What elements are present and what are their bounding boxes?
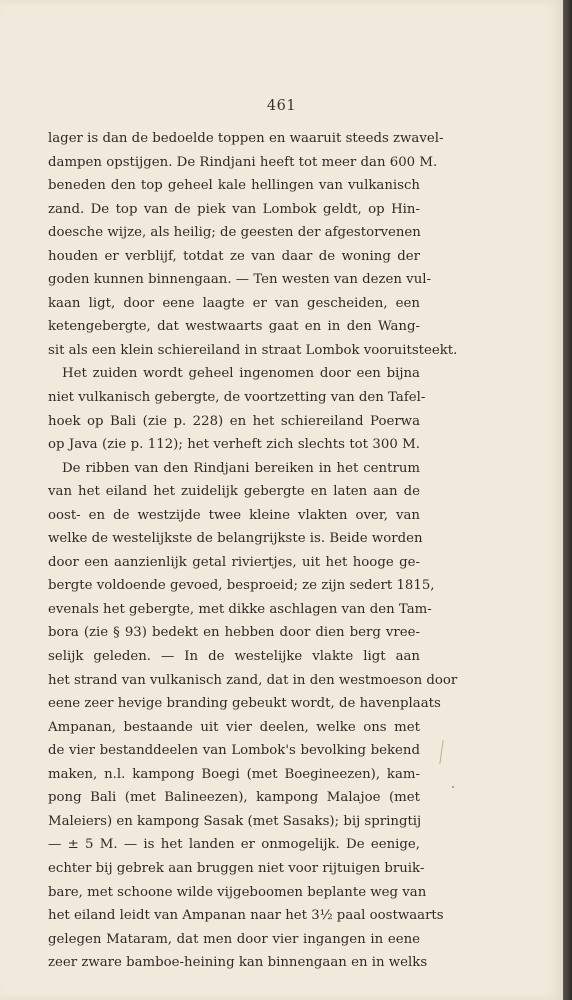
text-line: lager is dan de bedoelde toppen en waaruit steeds zwavel- — [48, 131, 444, 146]
text-line: houden er verblijf, totdat ze van daar de woning der — [48, 248, 420, 264]
text-line: de vier bestanddeelen van Lombok's bevolking bekend — [48, 743, 420, 759]
text-line: zeer zware bamboe-heining kan binnengaan en in welks — [48, 955, 428, 971]
text-line: Het zuiden wordt geheel ingenomen door een bijna — [62, 366, 420, 382]
text-line: dampen opstijgen. De Rindjani heeft tot meer dan 600 M. — [48, 154, 438, 170]
text-line: goden kunnen binnengaan. — Ten westen van dezen vul- — [48, 272, 431, 288]
text-line: het strand van vulkanisch zand, dat in den westmoeson door — [48, 672, 458, 688]
text-line: Ampanan, bestaande uit vier deelen, welke ons met — [48, 719, 420, 735]
text-line: bora (zie § 93) bedekt en hebben door dien berg vree- — [48, 625, 420, 641]
text-line: selijk geleden. — In de westelijke vlakte ligt aan — [48, 649, 420, 665]
margin-dot — [452, 786, 454, 788]
text-line: beneden den top geheel kale hellingen van vulkanisch — [48, 178, 420, 194]
text-line: bare, met schoone wilde vijgeboomen beplante weg van — [48, 884, 427, 900]
text-line: maken, n.l. kampong Boegi (met Boegineezen), kam- — [48, 766, 420, 782]
text-line: De ribben van den Rindjani bereiken in het centrum — [62, 460, 420, 476]
text-line: niet vulkanisch gebergte, de voortzetting van den Tafel- — [48, 390, 426, 406]
body-text — [48, 127, 458, 975]
text-line: evenals het gebergte, met dikke aschlagen van den Tam- — [48, 601, 432, 617]
text-line: hoek op Bali (zie p. 228) en het schiereiland Poerwa — [48, 413, 420, 429]
text-line: ketengebergte, dat westwaarts gaat en in den Wang- — [48, 319, 420, 335]
text-line: gelegen Mataram, dat men door vier ingangen in eene — [48, 931, 420, 947]
text-line: op Java (zie p. 112); het verheft zich slechts tot 300 M. — [48, 437, 420, 453]
text-line: doesche wijze, als heilig; de geesten der afgestorvenen — [48, 225, 421, 241]
margin-pencil-mark — [439, 740, 443, 764]
text-line: sit als een klein schiereiland in straat Lombok vooruitsteekt. — [48, 342, 458, 358]
text-line: van het eiland het zuidelijk gebergte en laten aan de — [48, 484, 420, 500]
text-line: welke de westelijkste de belangrijkste is. Beide worden — [48, 531, 423, 547]
text-line: pong Bali (met Balineezen), kampong Malajoe (met — [48, 790, 420, 806]
book-spine-edge — [563, 0, 572, 1000]
text-line: bergte voldoende gevoed, besproeid; ze zijn sedert 1815, — [48, 578, 435, 594]
page-number: 461 — [266, 98, 297, 114]
text-line: kaan ligt, door eene laagte er van gescheiden, een — [48, 295, 420, 311]
text-line: oost- en de westzijde twee kleine vlakten over, van — [48, 507, 420, 523]
text-line: door een aanzienlijk getal riviertjes, uit het hooge ge- — [48, 554, 420, 570]
text-line: eene zeer hevige branding gebeukt wordt, de havenplaats — [48, 696, 441, 712]
text-line: Maleiers) en kampong Sasak (met Sasaks); bij springtij — [48, 813, 422, 829]
text-line: echter bij gebrek aan bruggen niet voor rijtuigen bruik- — [48, 860, 425, 876]
text-line: zand. De top van de piek van Lombok geldt, op Hin- — [48, 201, 420, 217]
text-line: — ± 5 M. — is het landen er onmogelijk. De eenige, — [48, 837, 420, 853]
text-line: het eiland leidt van Ampanan naar het 3½ paal oostwaarts — [48, 908, 444, 924]
